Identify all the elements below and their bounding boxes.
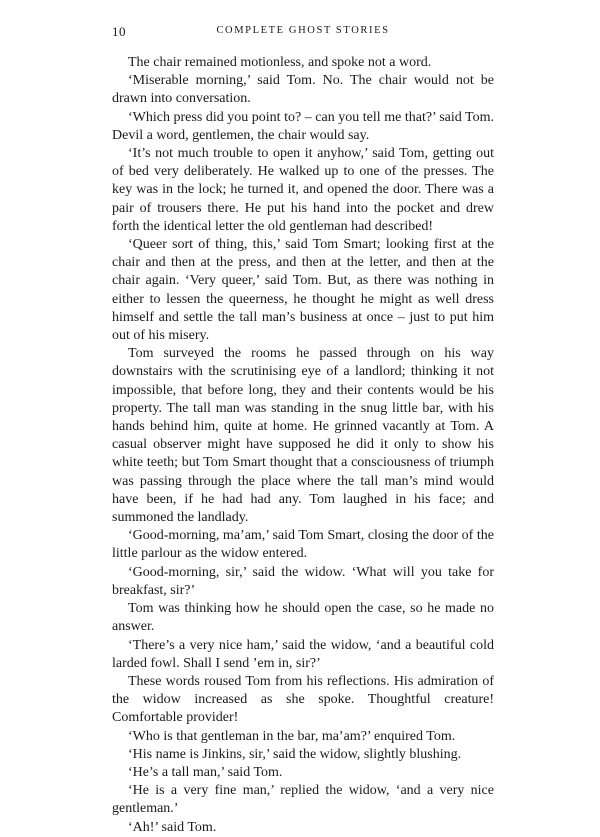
paragraph: ‘It’s not much trouble to open it anyhow,’ said Tom, getting out of bed very deliberately. He walked up to one of the presses. The key was in the lock; he turned it, and opened the door. There was a pair of trousers there. He put his hand into the pocket and drew forth the identical letter the old gentleman had described!	[112, 146, 494, 234]
paragraph: ‘Which press did you point to? – can you tell me that?’ said Tom. Devil a word, gentlemen, the chair would say.	[112, 109, 494, 143]
paragraph: ‘Ah!’ said Tom.	[128, 819, 217, 835]
paragraph: ‘Miserable morning,’ said Tom. No. The chair would not be drawn into conversation.	[112, 73, 494, 107]
paragraph: ‘Who is that gentleman in the bar, ma’am?’ enquired Tom.	[128, 728, 456, 744]
paragraph: ‘Queer sort of thing, this,’ said Tom Smart; looking first at the chair and then at the press, and then at the letter, and then at the chair again. ‘Very queer,’ said Tom. But, as there was nothing in either to lessen the queerness, he thought he might as well dress himself and settle the tall man’s business at once – just to put him out of his misery.	[112, 237, 494, 344]
book-title: COMPLETE GHOST STORIES	[216, 25, 390, 36]
paragraph: ‘Good-morning, sir,’ said the widow. ‘What will you take for breakfast, sir?’	[112, 564, 494, 598]
paragraph: ‘He’s a tall man,’ said Tom.	[128, 764, 283, 780]
paragraph: ‘Good-morning, ma’am,’ said Tom Smart, closing the door of the little parlour as the widow entered.	[112, 528, 494, 562]
paragraph: ‘His name is Jinkins, sir,’ said the widow, slightly blushing.	[128, 746, 462, 762]
body-text	[112, 54, 494, 837]
paragraph: The chair remained motionless, and spoke not a word.	[128, 55, 432, 70]
book-page	[112, 24, 494, 837]
paragraph: ‘There’s a very nice ham,’ said the widow, ‘and a beautiful cold larded fowl. Shall I send ’em in, sir?’	[112, 637, 494, 671]
running-head	[112, 24, 494, 44]
paragraph: These words roused Tom from his reflections. His admiration of the widow increased as she spoke. Thoughtful creature! Comfortable provider!	[112, 673, 494, 726]
page-number: 10	[112, 24, 126, 39]
paragraph: Tom surveyed the rooms he passed through on his way downstairs with the scrutinising eye of a landlord; thinking it not impossible, that before long, they and their contents would be his property. The tall man was standing in the snug little bar, with his hands behind him, quite at home. He grinned vacantly at Tom. A casual observer might have supposed he did it only to show his white teeth; but Tom Smart thought that a consciousness of triumph was passing through the place where the tall man’s mind would have been, if he had had any. Tom laughed in his face; and summoned the landlady.	[112, 346, 494, 526]
paragraph: Tom was thinking how he should open the case, so he made no answer.	[112, 601, 494, 635]
paragraph: ‘He is a very fine man,’ replied the widow, ‘and a very nice gentleman.’	[112, 783, 494, 817]
